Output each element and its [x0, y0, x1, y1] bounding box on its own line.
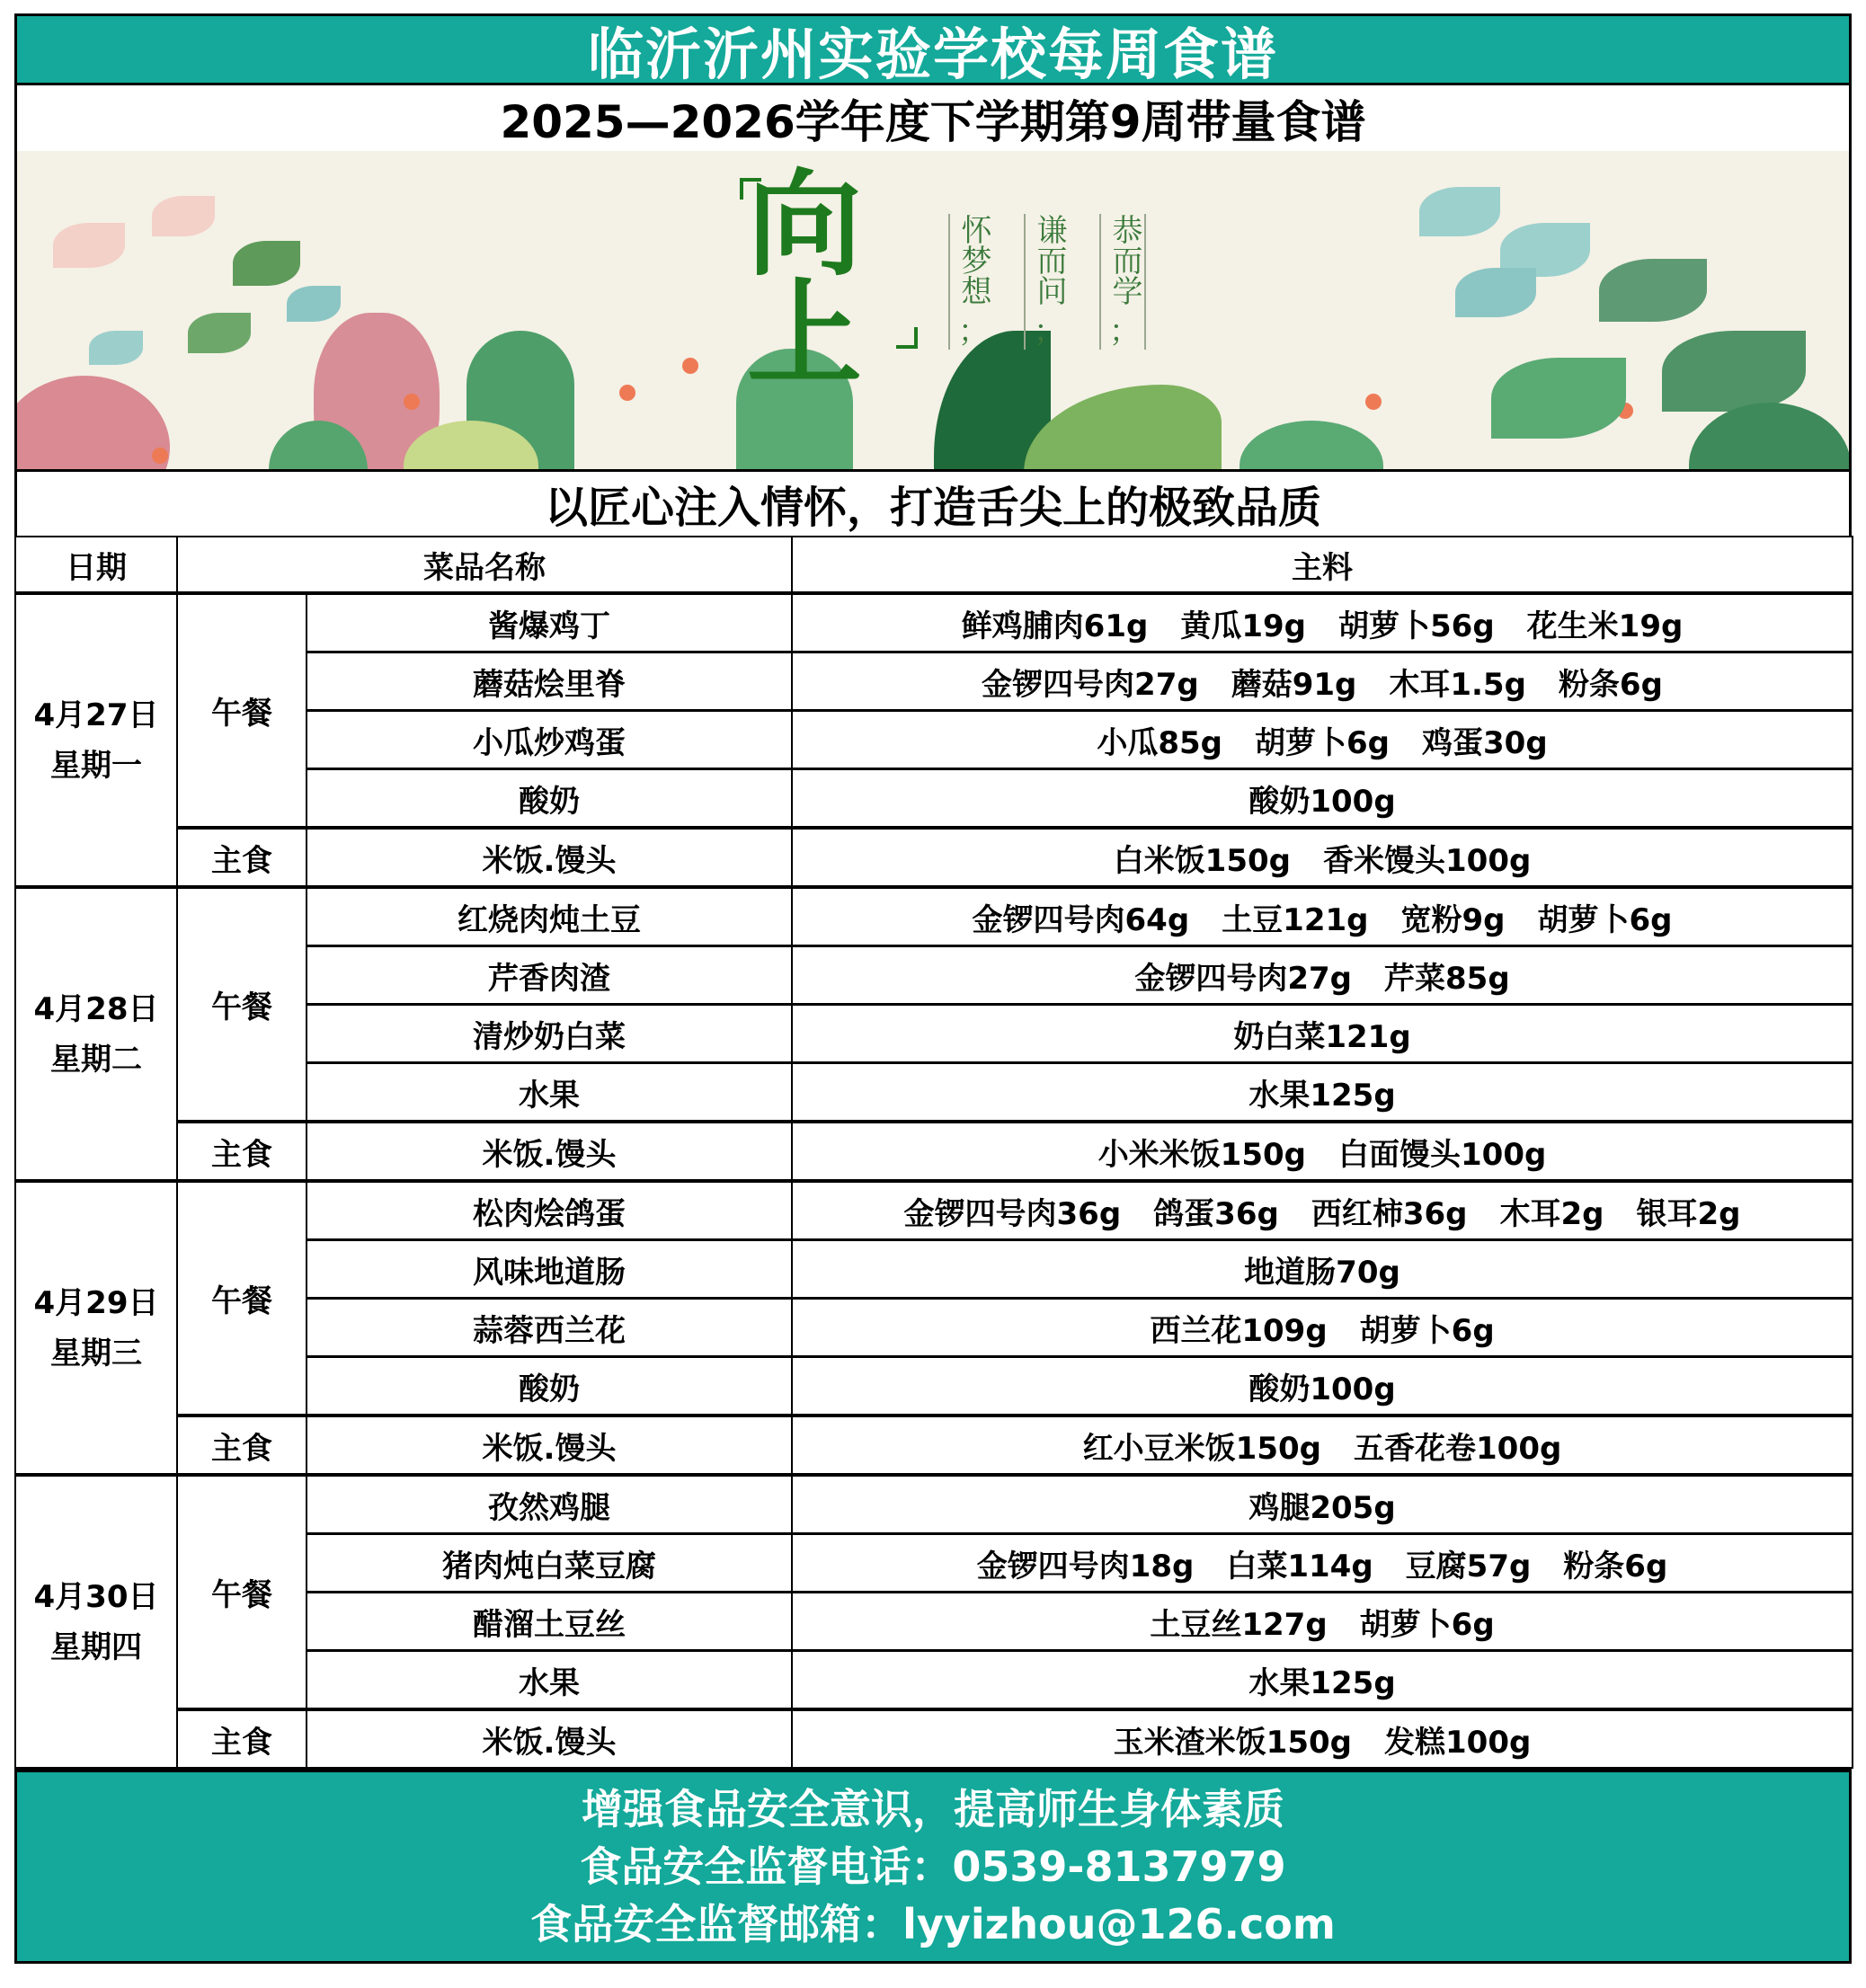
ingredient-item: 金锣四号肉27g	[1134, 960, 1352, 997]
table-row	[15, 593, 1853, 652]
dish-name: 猪肉炖白菜豆腐	[307, 1534, 792, 1593]
dish-name: 芹香肉渣	[307, 946, 792, 1005]
meal-type-lunch: 午餐	[177, 1475, 307, 1709]
table-header-row	[15, 537, 1853, 593]
date-text: 4月27日	[33, 697, 159, 733]
table-row	[15, 1416, 1853, 1475]
weekday-text: 星期四	[50, 1629, 142, 1665]
ingredient-item: 奶白菜121g	[1233, 1018, 1411, 1055]
leaf-decoration	[1491, 358, 1626, 439]
ingredient-item: 土豆丝127g	[1150, 1606, 1328, 1643]
leaf-decoration	[188, 313, 251, 353]
table-row	[15, 887, 1853, 946]
ingredient-item: 红小豆米饭150g	[1082, 1430, 1321, 1467]
leaf-decoration	[152, 196, 215, 236]
ingredient-item: 芹菜85g	[1384, 960, 1510, 997]
meal-type-staple: 主食	[177, 1122, 307, 1181]
footer-phone: 食品安全监督电话：0539-8137979	[580, 1842, 1286, 1891]
ingredient-item: 五香花卷100g	[1354, 1430, 1562, 1467]
flower-decoration	[682, 358, 698, 374]
ingredients-cell	[792, 1357, 1853, 1416]
ingredients-cell	[792, 1709, 1853, 1768]
weekday-text: 星期一	[50, 747, 142, 784]
dish-name: 酱爆鸡丁	[307, 593, 792, 652]
ingredients-cell	[792, 1475, 1853, 1534]
ingredient-item: 金锣四号肉36g	[903, 1195, 1122, 1232]
banner-char-2: 上	[747, 268, 863, 402]
ingredient-item: 西红柿36g	[1311, 1195, 1468, 1232]
ingredient-item: 发糕100g	[1384, 1724, 1532, 1761]
ingredient-item: 金锣四号肉18g	[976, 1548, 1195, 1584]
ingredients-cell	[792, 1122, 1853, 1181]
date-text: 4月30日	[33, 1578, 159, 1615]
ingredient-item: 胡萝卜6g	[1537, 901, 1673, 938]
ingredient-item: 花生米19g	[1526, 608, 1684, 644]
ingredient-item: 白菜114g	[1226, 1548, 1373, 1584]
date-text: 4月28日	[33, 990, 159, 1027]
page-title: 临沂沂州实验学校每周食谱	[587, 21, 1278, 87]
ingredients-cell	[792, 828, 1853, 887]
ingredient-item: 木耳1.5g	[1389, 666, 1526, 703]
dish-name: 醋溜土豆丝	[307, 1593, 792, 1651]
banner-image	[14, 151, 1852, 469]
ingredient-item: 金锣四号肉27g	[982, 666, 1199, 703]
ingredient-item: 胡萝卜6g	[1255, 724, 1390, 761]
ingredient-item: 水果125g	[1248, 1664, 1396, 1701]
ingredients-cell	[792, 769, 1853, 829]
dish-name: 酸奶	[307, 1357, 792, 1416]
flower-decoration	[1365, 394, 1382, 410]
ingredients-cell	[792, 1651, 1853, 1710]
header-dish: 菜品名称	[177, 537, 792, 593]
ingredient-item: 宽粉9g	[1400, 901, 1506, 938]
leaf-decoration	[1599, 259, 1707, 322]
dish-name: 松肉烩鸽蛋	[307, 1181, 792, 1240]
ingredient-item: 金锣四号肉64g	[972, 901, 1190, 938]
menu-body	[15, 593, 1853, 1768]
banner-column-3: 怀梦想 ；	[948, 214, 993, 350]
ingredient-item: 西兰花109g	[1150, 1312, 1328, 1349]
leaf-decoration	[1455, 268, 1536, 317]
ingredients-cell	[792, 1593, 1853, 1651]
dish-name: 米饭.馒头	[307, 1709, 792, 1768]
menu-sheet	[14, 13, 1852, 1964]
ingredients-cell	[792, 946, 1853, 1005]
bracket-bottom-right	[896, 327, 918, 349]
table-row	[15, 828, 1853, 887]
date-text: 4月29日	[33, 1284, 159, 1321]
ingredient-item: 小瓜85g	[1097, 724, 1222, 761]
ingredient-item: 鸡蛋30g	[1422, 724, 1548, 761]
ingredient-item: 小米米饭150g	[1097, 1136, 1306, 1173]
slogan-row	[14, 469, 1852, 536]
subtitle-row	[14, 85, 1852, 151]
ingredient-item: 水果125g	[1248, 1077, 1396, 1114]
dish-name: 米饭.馒头	[307, 1416, 792, 1475]
dish-name: 小瓜炒鸡蛋	[307, 711, 792, 769]
table-row	[15, 1475, 1853, 1534]
dish-name: 米饭.馒头	[307, 1122, 792, 1181]
meal-type-staple: 主食	[177, 1416, 307, 1475]
weekday-text: 星期二	[50, 1041, 142, 1078]
ingredients-cell	[792, 1181, 1853, 1240]
ingredient-item: 木耳2g	[1499, 1195, 1604, 1232]
flower-decoration	[619, 385, 635, 401]
ingredients-cell	[792, 1063, 1853, 1123]
meal-type-lunch: 午餐	[177, 1181, 307, 1416]
leaf-decoration	[53, 223, 125, 268]
meal-type-lunch: 午餐	[177, 593, 307, 828]
ingredients-cell	[792, 593, 1853, 652]
date-cell	[15, 1181, 177, 1475]
dish-name: 蘑菇烩里脊	[307, 652, 792, 711]
leaf-decoration	[89, 331, 143, 365]
header-date: 日期	[15, 537, 177, 593]
leaf-decoration	[1024, 385, 1222, 469]
ingredient-item: 鲜鸡脯肉61g	[961, 608, 1149, 644]
ingredients-cell	[792, 1534, 1853, 1593]
ingredient-item: 香米馒头100g	[1323, 842, 1532, 879]
footer-banner	[14, 1769, 1852, 1964]
ingredient-item: 酸奶100g	[1248, 783, 1396, 820]
ingredient-item: 胡萝卜56g	[1338, 608, 1495, 644]
dish-name: 孜然鸡腿	[307, 1475, 792, 1534]
footer-email: 食品安全监督邮箱：lyyizhou@126.com	[530, 1900, 1336, 1948]
leaf-decoration	[287, 286, 341, 322]
ingredients-cell	[792, 711, 1853, 769]
table-row	[15, 1122, 1853, 1181]
leaf-decoration	[233, 241, 300, 286]
ingredient-item: 黄瓜19g	[1180, 608, 1306, 644]
dish-name: 米饭.馒头	[307, 828, 792, 887]
ingredient-item: 酸奶100g	[1248, 1371, 1396, 1407]
ingredient-item: 粉条6g	[1563, 1548, 1668, 1584]
menu-table	[14, 536, 1853, 1769]
pink-blob-decoration	[14, 376, 170, 469]
ingredients-cell	[792, 652, 1853, 711]
dish-name: 酸奶	[307, 769, 792, 829]
leaf-decoration	[1662, 331, 1806, 412]
ingredient-item: 地道肠70g	[1244, 1254, 1400, 1291]
date-cell	[15, 887, 177, 1181]
ingredient-item: 蘑菇91g	[1231, 666, 1357, 703]
date-cell	[15, 1475, 177, 1768]
footer-slogan: 增强食品安全意识，提高师生身体素质	[582, 1785, 1284, 1833]
meal-type-staple: 主食	[177, 1709, 307, 1768]
cactus-decoration	[1689, 403, 1851, 469]
ingredient-item: 鸡腿205g	[1248, 1489, 1396, 1526]
dish-name: 水果	[307, 1651, 792, 1710]
dish-name: 蒜蓉西兰花	[307, 1299, 792, 1357]
dish-name: 水果	[307, 1063, 792, 1123]
flower-decoration	[152, 448, 168, 464]
meal-type-staple: 主食	[177, 828, 307, 887]
banner-char-1: 向	[747, 158, 863, 292]
dish-name: 红烧肉炖土豆	[307, 887, 792, 946]
ingredient-item: 银耳2g	[1636, 1195, 1741, 1232]
leaf-decoration	[1240, 421, 1383, 469]
slogan-text: 以匠心注入情怀，打造舌尖上的极致品质	[544, 483, 1321, 533]
dish-name: 风味地道肠	[307, 1240, 792, 1299]
ingredient-item: 粉条6g	[1558, 666, 1663, 703]
ingredient-item: 豆腐57g	[1405, 1548, 1532, 1584]
date-cell	[15, 593, 177, 887]
ingredients-cell	[792, 1416, 1853, 1475]
banner-column-2: 谦而问 ；	[1024, 214, 1069, 350]
ingredient-item: 土豆121g	[1222, 901, 1369, 938]
table-row	[15, 1181, 1853, 1240]
ingredients-cell	[792, 887, 1853, 946]
ingredients-cell	[792, 1299, 1853, 1357]
leaf-decoration	[1419, 187, 1500, 236]
header-ingredients: 主料	[792, 537, 1853, 593]
ingredients-cell	[792, 1240, 1853, 1299]
weekday-text: 星期三	[50, 1335, 142, 1371]
page-subtitle: 2025—2026学年度下学期第9周带量食谱	[500, 95, 1366, 148]
ingredient-item: 胡萝卜6g	[1359, 1312, 1495, 1349]
dish-name: 清炒奶白菜	[307, 1005, 792, 1063]
ingredient-item: 鸽蛋36g	[1153, 1195, 1279, 1232]
ingredients-cell	[792, 1005, 1853, 1063]
meal-type-lunch: 午餐	[177, 887, 307, 1122]
table-row	[15, 1709, 1853, 1768]
flower-decoration	[404, 394, 420, 410]
ingredient-item: 白面馒头100g	[1338, 1136, 1547, 1173]
title-bar	[14, 13, 1852, 85]
ingredient-item: 胡萝卜6g	[1359, 1606, 1495, 1643]
ingredient-item: 玉米渣米饭150g	[1113, 1724, 1352, 1761]
ingredient-item: 白米饭150g	[1113, 842, 1291, 879]
banner-column-1: 恭而学 ；	[1099, 214, 1146, 350]
